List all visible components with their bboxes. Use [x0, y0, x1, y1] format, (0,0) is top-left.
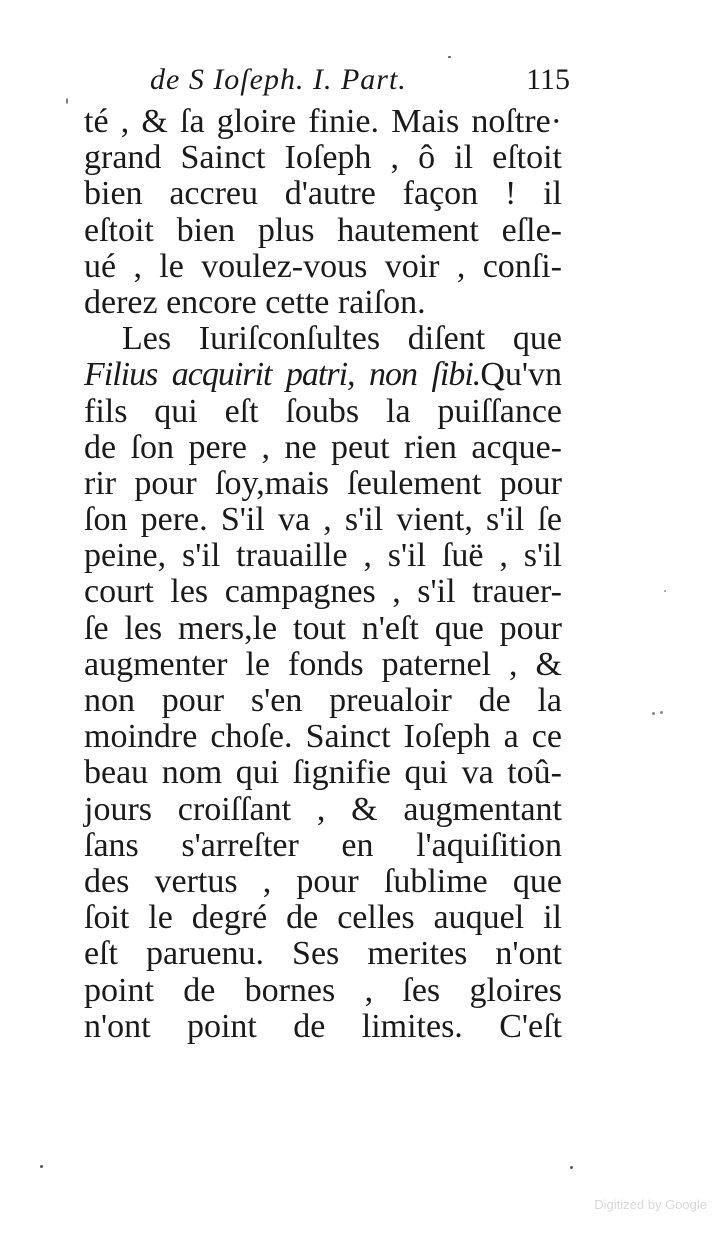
- text-line: eſt paruenu. Ses merites n'ont: [84, 935, 562, 973]
- text-line: beau nom qui ſignifie qui va toû-: [84, 754, 562, 792]
- text-line: rir pour ſoy,mais ſeulement pour: [84, 464, 562, 502]
- latin-phrase: Filius acquirit patri, non ſibi.: [84, 356, 481, 394]
- text-line: moindre choſe. Sainct Ioſeph a ce: [84, 718, 562, 756]
- text-line: ſoit le degré de celles auquel il: [84, 899, 562, 937]
- text-line: bien accreu d'autre façon ! il: [84, 175, 562, 213]
- text-line: peine, s'il trauaille , s'il ſuë , s'il: [84, 537, 562, 575]
- ink-speck: [66, 98, 68, 104]
- text-line: n'ont point de limites. C'eſt: [84, 1007, 562, 1045]
- text-line: non pour s'en preualoir de la: [84, 682, 562, 719]
- text-line: fils qui eſt ſoubs la puiſſance: [84, 392, 562, 430]
- text-line: point de bornes , ſes gloires: [84, 971, 562, 1009]
- page-number: 115: [526, 63, 570, 96]
- text-line: jours croiſſant , & augmentant: [84, 790, 562, 828]
- ink-speck: [660, 711, 663, 714]
- paragraph-start-line: Les Iuriſconſultes diſent que: [122, 320, 562, 358]
- text-run: Qu'vn: [480, 356, 562, 394]
- ink-speck: [652, 712, 655, 715]
- text-line: ué , le voulez-vous voir , conſi-: [84, 247, 562, 285]
- text-line: court les campagnes , s'il trauer-: [84, 573, 562, 611]
- text-line: té , & ſa gloire finie. Mais noſtre·: [84, 103, 562, 140]
- text-line: de ſon pere , ne peut rien acque-: [84, 428, 562, 466]
- running-title: de S Ioſeph. I. Part.: [150, 63, 407, 96]
- body-text: [84, 104, 562, 1045]
- text-line: ſon pere. S'il va , s'il vient, s'il ſe: [84, 501, 562, 539]
- text-line: des vertus , pour ſublime que: [84, 862, 562, 900]
- text-line: derez encore cette raiſon.: [84, 283, 426, 321]
- ink-speck: [40, 1165, 43, 1168]
- text-line: grand Sainct Ioſeph , ô il eſtoit: [84, 139, 562, 177]
- ink-speck: [664, 590, 666, 592]
- ink-speck: [570, 1166, 573, 1169]
- text-line: ſans s'arreſter en l'aquiſition: [84, 826, 562, 864]
- page-header: [150, 60, 570, 100]
- text-line: ſe les mers,le tout n'eſt que pour: [84, 609, 562, 647]
- text-line-with-latin: [84, 357, 562, 393]
- text-line: eſtoit bien plus hautement eſle-: [84, 211, 562, 249]
- text-line: augmenter le fonds paternel , &: [84, 645, 562, 683]
- ink-speck: [448, 56, 451, 58]
- digitized-watermark: Digitized by Google: [594, 1197, 707, 1212]
